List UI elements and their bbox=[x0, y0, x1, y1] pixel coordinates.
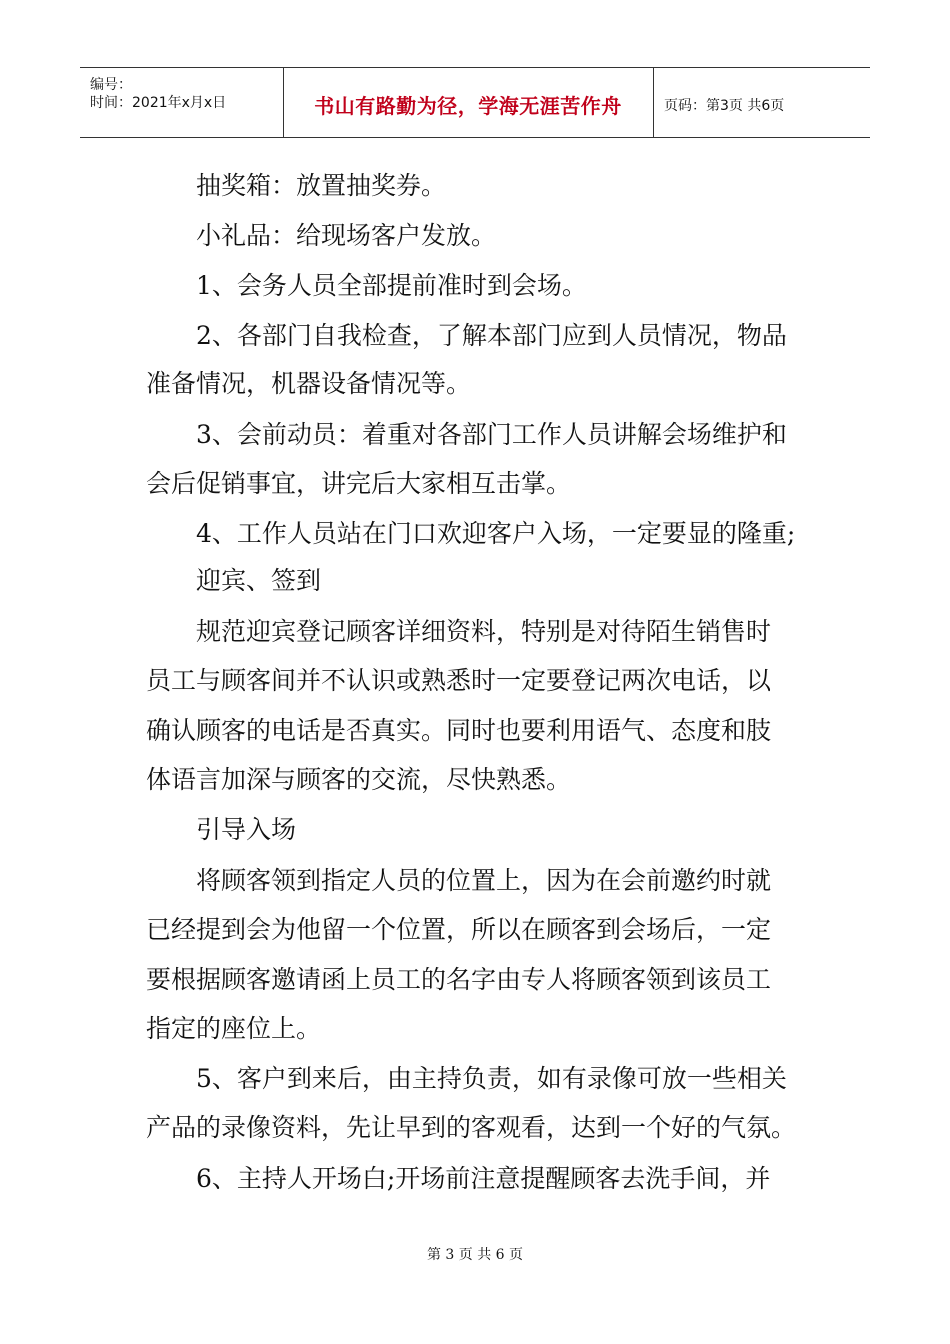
body-line: 抽奖箱：放置抽奖券。 bbox=[196, 171, 447, 200]
document-number-label: 编号： bbox=[90, 77, 132, 93]
body-line: 将顾客领到指定人员的位置上，因为在会前邀约时就 bbox=[196, 866, 772, 895]
header-motto: 书山有路勤为径，学海无涯苦作舟 bbox=[314, 94, 622, 118]
body-line: 5、客户到来后，由主持负责，如有录像可放一些相关 bbox=[196, 1064, 787, 1093]
header-page-cell bbox=[654, 68, 870, 137]
section-heading: 引导入场 bbox=[196, 815, 297, 844]
header-meta-cell bbox=[80, 68, 284, 137]
body-line: 产品的录像资料，先让早到的客观看，达到一个好的气氛。 bbox=[146, 1113, 797, 1142]
body-line: 准备情况，机器设备情况等。 bbox=[146, 369, 472, 398]
body-line: 会后促销事宜，讲完后大家相互击掌。 bbox=[146, 469, 572, 498]
body-line: 4、工作人员站在门口欢迎客户入场，一定要显的隆重; bbox=[196, 519, 796, 548]
header-page-info: 页码：第3页 共6页 bbox=[664, 98, 785, 114]
body-line: 规范迎宾登记顾客详细资料，特别是对待陌生销售时 bbox=[196, 617, 772, 646]
body-line: 小礼品：给现场客户发放。 bbox=[196, 221, 497, 250]
document-header bbox=[80, 67, 870, 138]
body-line: 3、会前动员：着重对各部门工作人员讲解会场维护和 bbox=[196, 420, 787, 449]
body-line: 确认顾客的电话是否真实。同时也要利用语气、态度和肢 bbox=[146, 716, 772, 745]
body-line: 要根据顾客邀请函上员工的名字由专人将顾客领到该员工 bbox=[146, 965, 772, 994]
body-line: 6、主持人开场白;开场前注意提醒顾客去洗手间，并 bbox=[196, 1164, 771, 1193]
document-time-label: 时间：2021年x月x日 bbox=[90, 95, 227, 111]
body-line: 1、会务人员全部提前准时到会场。 bbox=[196, 271, 587, 300]
body-line: 体语言加深与顾客的交流，尽快熟悉。 bbox=[146, 765, 572, 794]
page-footer: 第 3 页 共 6 页 bbox=[426, 1247, 524, 1263]
body-line: 员工与顾客间并不认识或熟悉时一定要登记两次电话，以 bbox=[146, 666, 772, 695]
body-line: 已经提到会为他留一个位置，所以在顾客到会场后，一定 bbox=[146, 915, 772, 944]
header-motto-cell bbox=[283, 68, 654, 137]
body-line: 指定的座位上。 bbox=[146, 1014, 322, 1043]
section-heading: 迎宾、签到 bbox=[196, 566, 322, 595]
body-line: 2、各部门自我检查，了解本部门应到人员情况，物品 bbox=[196, 321, 787, 350]
